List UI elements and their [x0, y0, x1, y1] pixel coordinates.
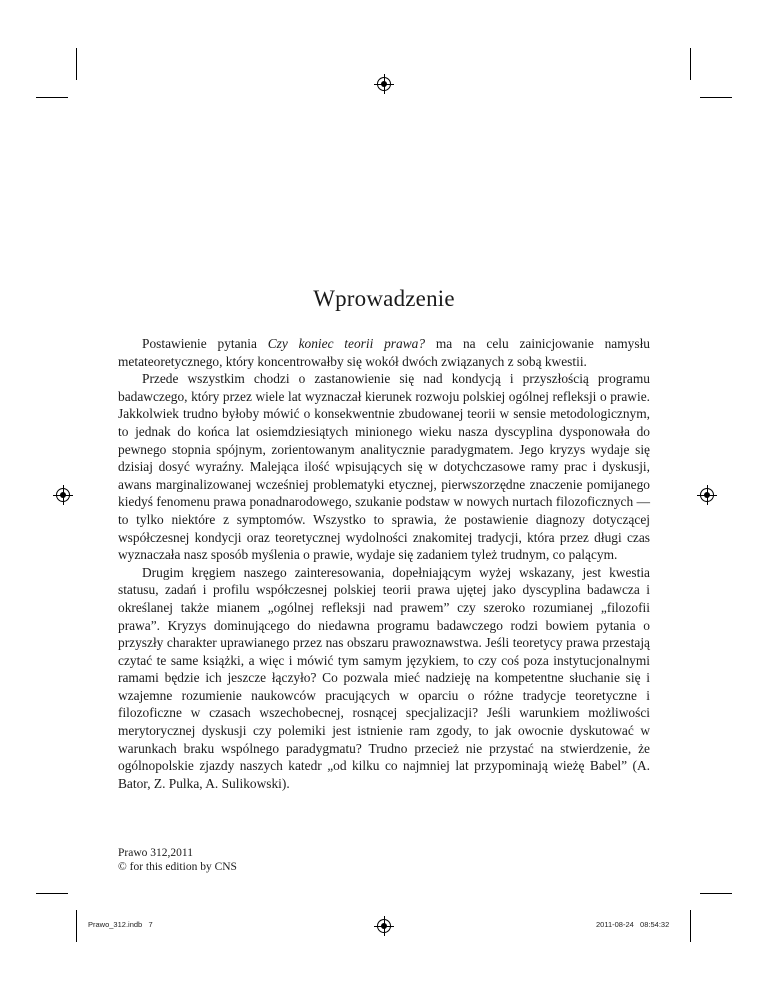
body-text: [118, 335, 650, 792]
copyright-note: [118, 846, 237, 874]
registration-mark-icon: [56, 488, 70, 502]
chapter-title: Wprowadzenie: [313, 286, 455, 311]
registration-mark-icon: [377, 77, 391, 91]
crop-mark: [690, 48, 691, 80]
journal-citation: Prawo 312,2011: [118, 847, 193, 859]
registration-mark-icon: [700, 488, 714, 502]
crop-mark: [76, 910, 77, 942]
registration-mark-icon: [377, 919, 391, 933]
crop-mark: [700, 97, 732, 98]
crop-mark: [36, 893, 68, 894]
crop-mark: [76, 48, 77, 80]
crop-mark: [690, 910, 691, 942]
paragraph: Drugim kręgiem naszego zainteresowania, dopełniającym wyżej wskazany, jest kwestia statusu, zadań i profilu współczesnej polskiej teorii prawa ujętej jako dyscyplina badawcza i określanej także mianem „ogólnej refleksji nad prawem” czy szeroko rozumianej „filozofii prawa”. Kryzys dominującego do niedawna programu badawczego rodzi bowiem pytania o przyszły charakter uprawianego przez nas obszaru prawoznawstwa. Jeśli teoretycy prawa przestają czytać te same książki, a więc i mówić tym samym językiem, to czy coś poza instytucjonalnymi ramami będzie ich jeszcze łączyło? Co pozwala mieć nadzieję na kompetentne słuchanie się i wzajemne rozumienie naukowców pracujących w oparciu o różne tradycje teoretyczne i filozoficzne w czasach wszechobecnej, rosnącej specjalizacji? Jeśli warunkiem możliwości merytorycznej dyskusji czy polemiki jest istnienie ram zgody, to jak owocnie dyskutować w warunkach braku wspólnego paradygmatu? Trudno przecież nie przystać na stwierdzenie, że ogólnopolskie zjazdy naszych katedr „od kilku co najmniej lat przypominają wieżę Babel” (A. Bator, Z. Pulka, A. Sulikowski).: [118, 564, 650, 791]
paragraph: Postawienie pytania Czy koniec teorii prawa? ma na celu zainicjowanie namysłu metateoretycznego, który koncentrowałby się wokół dwóch związanych z sobą kwestii.: [118, 336, 650, 369]
paragraph: Przede wszystkim chodzi o zastanowienie się nad kondycją i przyszłością programu badawczego, który przez wiele lat wyznaczał kierunek rozwoju polskiej ogólnej refleksji o prawie. Jakkolwiek trudno byłoby mówić o konsekwentnie zbudowanej teorii w sensie metodologicznym, to jednak do końca lat osiemdziesiątych minionego wieku nasza dyscyplina dysponowała do pewnego stopnia spójnym, zorientowanym analitycznie paradygmatem. Jego kryzys wydaje się dzisiaj dosyć wyraźny. Malejąca ilość wpisujących się w dotychczasowe ramy prac i dyskusji, awans marginalizowanej wcześniej problematyki etycznej, pierwszorzędne znaczenie pomijanego kiedyś fenomenu prawa ponadnarodowego, szukanie podstaw w nowych nurtach filozoficznych — to tylko niektóre z symptomów. Wszystko to sprawia, że postawienie diagnozy dotyczącej współczesnej kondycji oraz teoretycznej wydolności znakomitej tradycji, która przez długi czas wyznaczała nasz sposób myślenia o prawie, wydaje się zadaniem tyleż trudnym, co palącym.: [118, 371, 650, 563]
crop-mark: [700, 893, 732, 894]
crop-mark: [36, 97, 68, 98]
copyright-line: © for this edition by CNS: [118, 861, 237, 873]
slug-timestamp: 2011-08-24 08:54:32: [596, 920, 670, 929]
slug-filename: Prawo_312.indb 7: [88, 920, 153, 929]
